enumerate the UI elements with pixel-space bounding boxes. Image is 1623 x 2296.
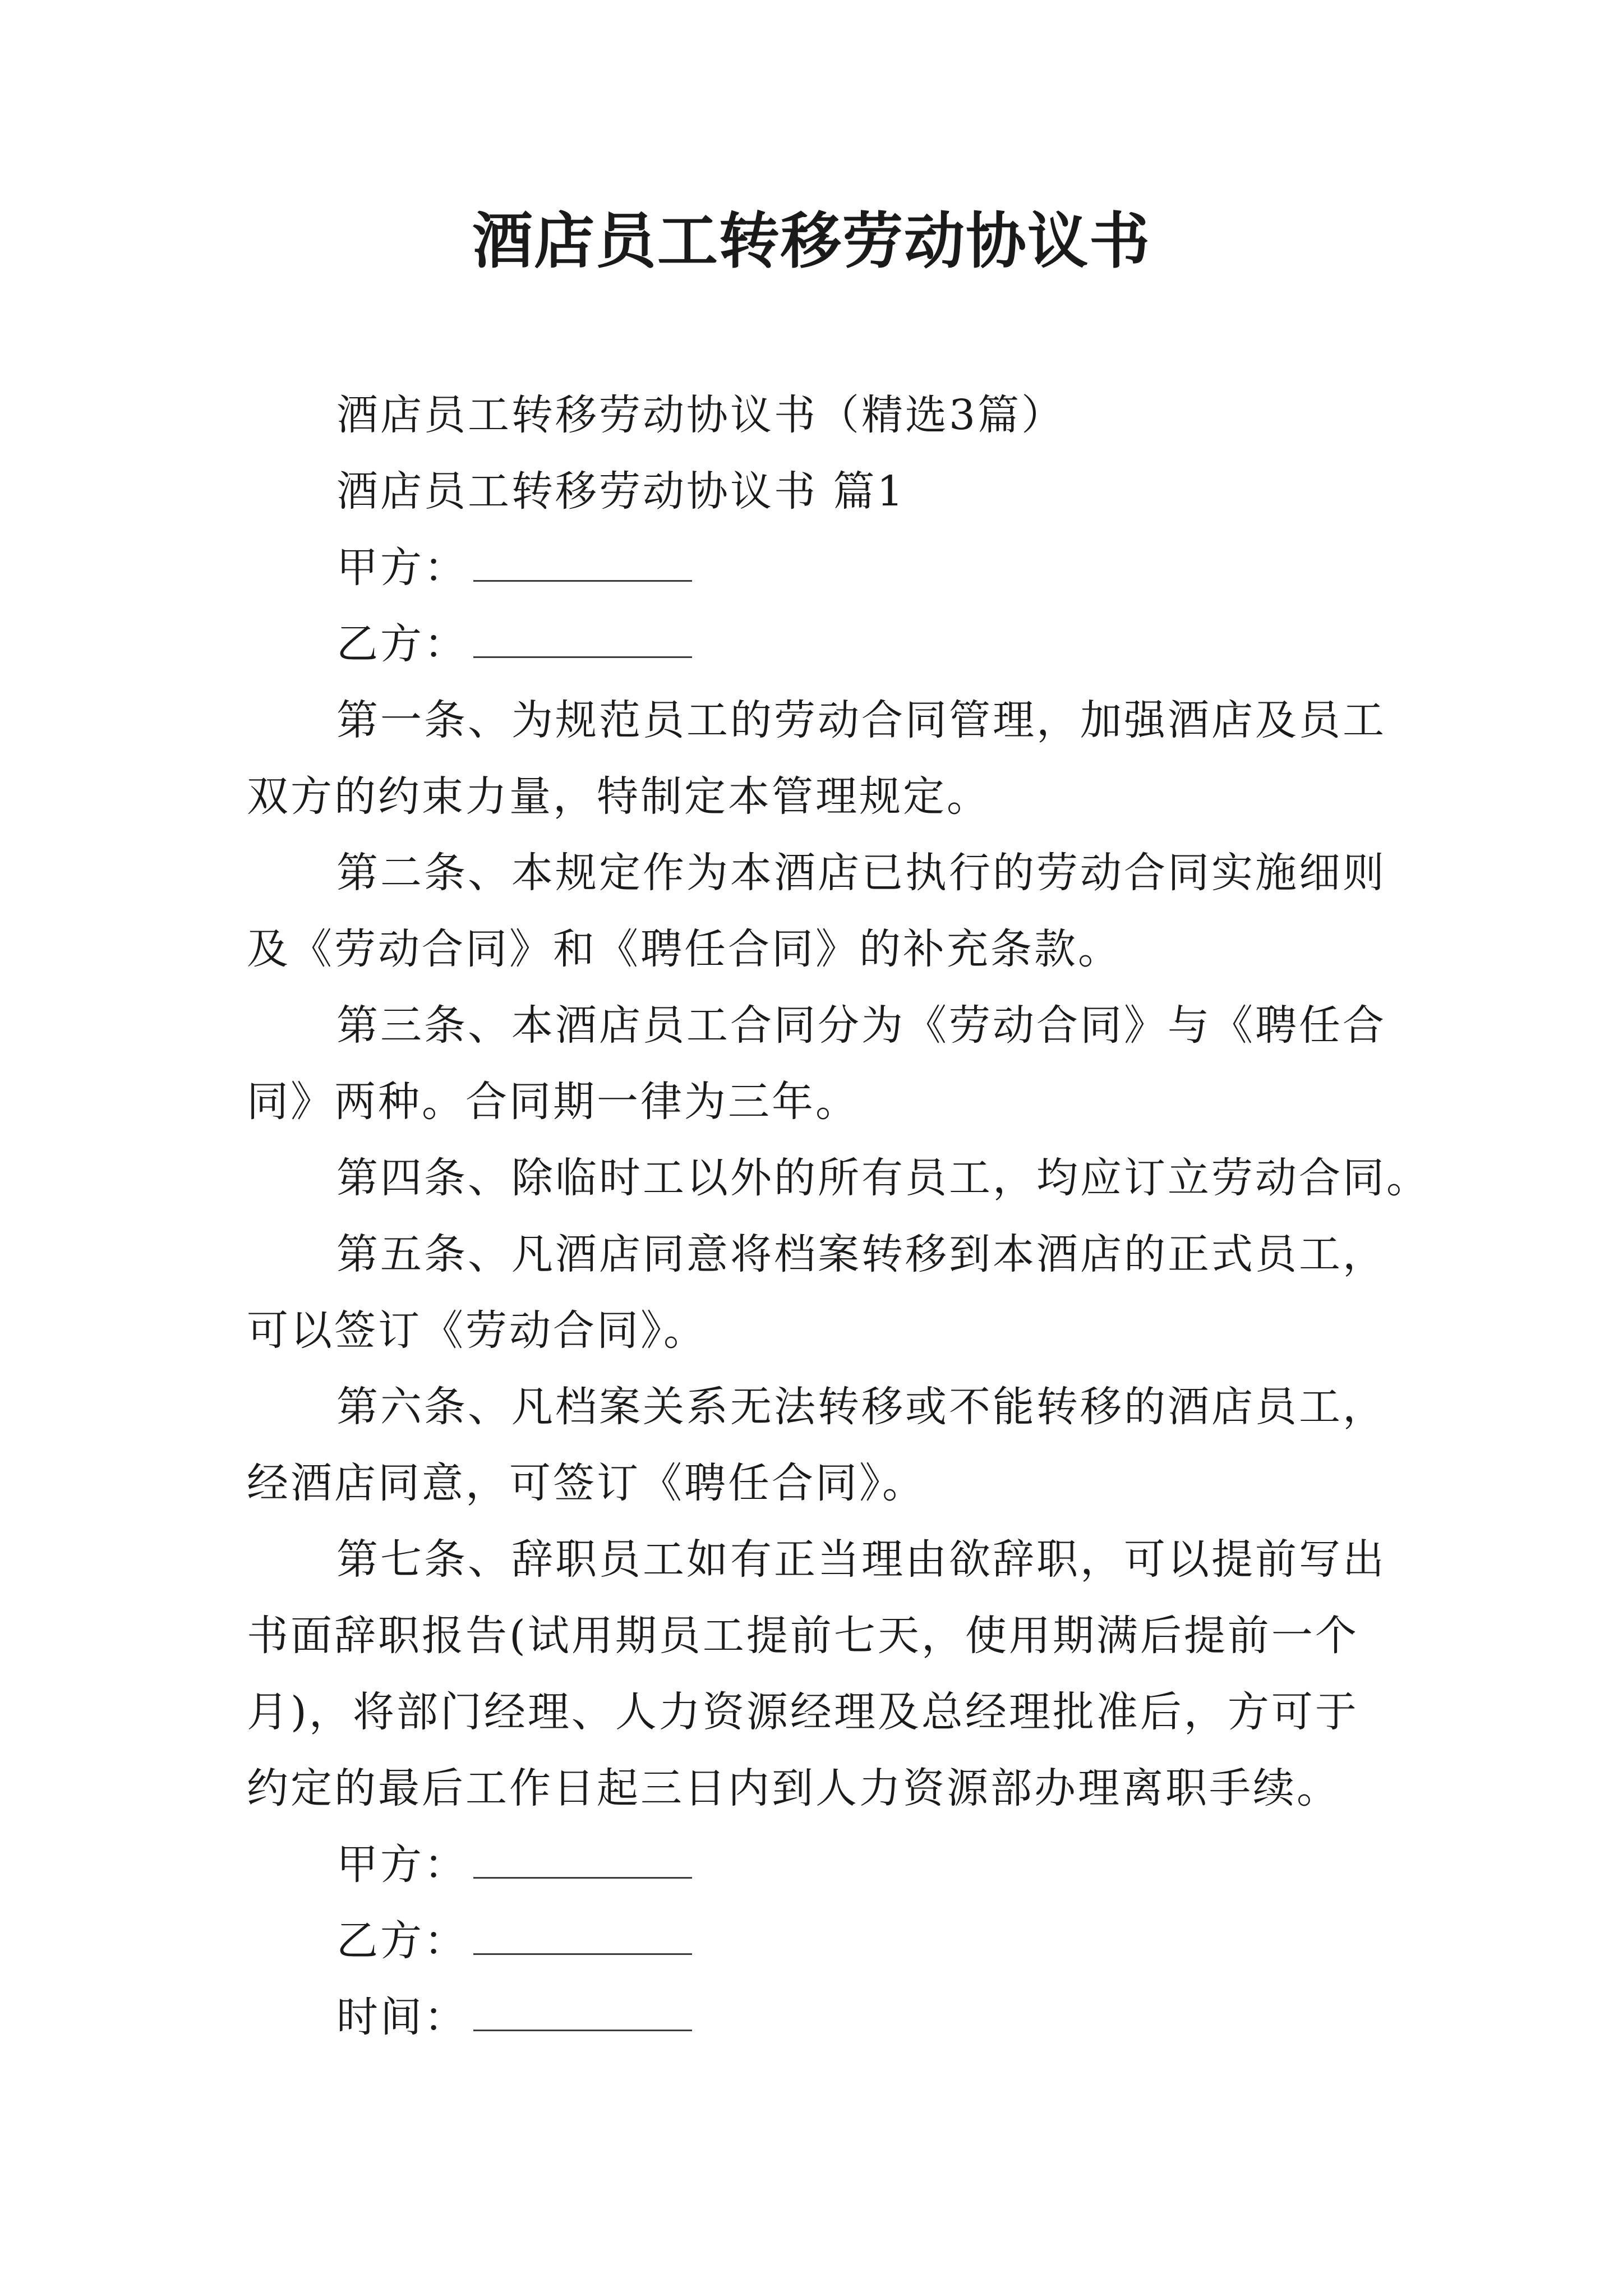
party-a-line (336, 540, 1514, 596)
clause-2-line-2: 及《劳动合同》和《聘任合同》的补充条款。 (247, 925, 1122, 973)
clause-2-line-1: 第二条、本规定作为本酒店已执行的劳动合同实施细则 (336, 849, 1386, 897)
clause-1-line-1: 第一条、为规范员工的劳动合同管理，加强酒店及员工 (336, 696, 1386, 744)
document-title: 酒店员工转移劳动协议书 (472, 206, 1151, 277)
clause-6-line-2: 经酒店同意，可签订《聘任合同》。 (247, 1459, 926, 1507)
signature-party-b-label: 乙方： (336, 1917, 468, 1965)
signature-date-blank (473, 2027, 692, 2031)
party-b-label: 乙方： (336, 620, 468, 668)
clause-7-line-3: 月)，将部门经理、人力资源经理及总经理批准后，方可于 (247, 1688, 1359, 1736)
party-a-label: 甲方： (336, 544, 468, 592)
clause-5-line-2: 可以签订《劳动合同》。 (247, 1306, 707, 1355)
clause-7-line-1: 第七条、辞职员工如有正当理由欲辞职，可以提前写出 (336, 1535, 1386, 1584)
party-b-blank (473, 654, 692, 658)
party-a-blank (473, 578, 692, 582)
clause-6-line-1: 第六条、凡档案关系无法转移或不能转移的酒店员工， (336, 1383, 1386, 1431)
signature-party-a-line (336, 1837, 1514, 1893)
signature-date-line (336, 1989, 1514, 2045)
clause-7-line-4: 约定的最后工作日起三日内到人力资源部办理离职手续。 (247, 1764, 1340, 1812)
signature-date-label: 时间： (336, 1993, 468, 2041)
clause-3-line-2: 同》两种。合同期一律为三年。 (247, 1078, 859, 1126)
signature-party-b-line (336, 1913, 1514, 1969)
clause-4-line-1: 第四条、除临时工以外的所有员工，均应订立劳动合同。 (336, 1154, 1430, 1202)
section-heading: 酒店员工转移劳动协议书 篇1 (336, 467, 906, 516)
clause-7-line-2: 书面辞职报告(试用期员工提前七天，使用期满后提前一个 (247, 1612, 1359, 1660)
signature-party-a-label: 甲方： (336, 1841, 468, 1889)
party-b-line (336, 616, 1514, 672)
document-subtitle: 酒店员工转移劳动协议书（精选3篇） (336, 391, 1066, 439)
signature-party-b-blank (473, 1951, 692, 1955)
clause-1-line-2: 双方的约束力量，特制定本管理规定。 (247, 772, 990, 821)
signature-party-a-blank (473, 1875, 692, 1879)
clause-3-line-1: 第三条、本酒店员工合同分为《劳动合同》与《聘任合 (336, 1001, 1386, 1050)
clause-5-line-1: 第五条、凡酒店同意将档案转移到本酒店的正式员工， (336, 1230, 1386, 1278)
